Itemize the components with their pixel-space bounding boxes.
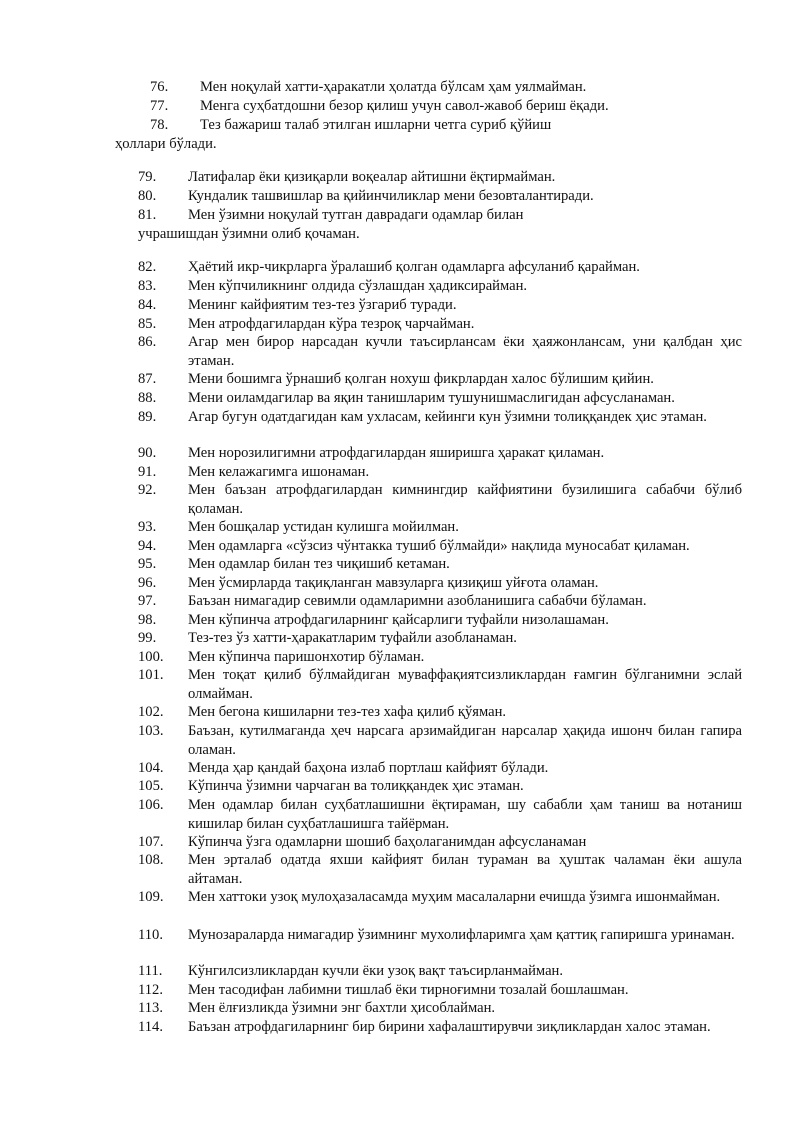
item-number: 106. <box>138 797 164 813</box>
list-item-text: Мен кўпинча атрофдагиларнинг қайсарлиги туфайли низолашаман. <box>188 612 609 628</box>
list-item-continuation: ҳоллари бўлади. <box>115 136 217 152</box>
item-number: 77. <box>150 98 169 114</box>
item-number: 88. <box>138 390 157 406</box>
list-item-text: Мен баъзан атрофдагилардан кимнингдир кайфиятини бузилишига сабабчи бўлиб қоламан. <box>188 482 742 517</box>
item-number: 76. <box>150 79 169 95</box>
item-number: 99. <box>138 630 157 646</box>
item-number: 80. <box>138 188 157 204</box>
list-item-text: Кўнгилсизликлардан кучли ёки узоқ вақт таъсирланмайман. <box>188 963 564 979</box>
list-item <box>138 408 742 427</box>
item-number: 105. <box>138 778 164 794</box>
list-item-text: Ҳаётий икр-чикрларга ўралашиб қолган одамларга афсуланиб қарайман. <box>188 259 640 275</box>
item-number: 103. <box>138 723 164 739</box>
item-number: 96. <box>138 575 157 591</box>
list-item <box>138 833 742 852</box>
list-item-text: Мен кўпчиликнинг олдида сўзлашдан ҳадиксирайман. <box>188 278 528 294</box>
list-item-text: Баъзан, кутилмаганда ҳеч нарсага арзимайдиган нарсалар ҳақида ишонч билан гапира оламан. <box>188 723 742 758</box>
list-item-text: Мен ёлғизликда ўзимни энг бахтли ҳисоблайман. <box>188 1000 496 1016</box>
list-item <box>138 1018 742 1037</box>
list-item-text: Агар бугун одатдагидан кам ухласам, кейинги кун ўзимни толиққандек ҳис этаман. <box>188 409 707 425</box>
item-number: 98. <box>138 612 157 628</box>
item-number: 107. <box>138 834 164 850</box>
list-item <box>138 389 742 408</box>
list-item <box>138 444 742 463</box>
item-number: 104. <box>138 760 164 776</box>
list-item <box>138 574 742 593</box>
list-item <box>138 258 742 277</box>
item-number: 97. <box>138 593 157 609</box>
list-item-text: Мен ўзимни ноқулай тутган даврадаги одамлар билан <box>188 207 524 223</box>
list-item <box>138 481 742 518</box>
list-item-text: Мен бошқалар устидан кулишга мойилман. <box>188 519 459 535</box>
list-item-text: Мен бегона кишиларни тез-тез хафа қилиб қўяман. <box>188 704 507 720</box>
item-number: 85. <box>138 316 157 332</box>
item-number: 109. <box>138 889 164 905</box>
item-number: 114. <box>138 1019 163 1035</box>
list-item-text: Агар мен бирор нарсадан кучли таъсирлансам ёки ҳаяжонлансам, уни қалбдан ҳис этаман. <box>188 334 742 369</box>
list-item-text: Мен хаттоки узоқ мулоҳазаласамда муҳим масалаларни ечишда ўзимга ишонмайман. <box>188 889 721 905</box>
item-number: 86. <box>138 334 157 350</box>
item-number: 91. <box>138 464 157 480</box>
item-number: 95. <box>138 556 157 572</box>
list-item <box>138 796 742 833</box>
list-item <box>138 370 742 389</box>
list-item <box>138 277 742 296</box>
list-item <box>138 555 742 574</box>
list-item-text: Кўпинча ўзимни чарчаган ва толиққандек ҳис этаман. <box>188 778 524 794</box>
list-item <box>138 611 742 630</box>
list-item-text: Менга суҳбатдошни безор қилиш учун савол-жавоб бериш ёқади. <box>200 98 609 114</box>
list-item-text: Мен атрофдагилардан кўра тезроқ чарчайман. <box>188 316 475 332</box>
item-number: 100. <box>138 649 164 665</box>
list-item-text: Мунозараларда нимагадир ўзимнинг мухолифларимга ҳам қаттиқ гапиришга уринаман. <box>188 927 735 943</box>
list-item <box>138 463 742 482</box>
list-item <box>138 666 742 703</box>
list-item <box>138 962 742 981</box>
item-number: 111. <box>138 963 163 979</box>
item-number: 87. <box>138 371 157 387</box>
item-number: 79. <box>138 169 157 185</box>
list-item <box>138 777 742 796</box>
list-item <box>150 116 168 134</box>
list-item-text: Мен эрталаб одатда яхши кайфият билан тураман ва ҳуштак чаламан ёки ашула айтаман. <box>188 852 742 887</box>
list-item <box>150 78 168 96</box>
list-item-text: Баъзан атрофдагиларнинг бир бирини хафалаштирувчи зиқликлардан халос этаман. <box>188 1019 711 1035</box>
item-number: 94. <box>138 538 157 554</box>
list-item <box>138 592 742 611</box>
item-number: 108. <box>138 852 164 868</box>
list-item-text: Мен одамлар билан тез чиқишиб кетаман. <box>188 556 450 572</box>
list-item-text: Мен одамлар билан суҳбатлашишни ёқтираман, шу сабабли ҳам таниш ва нотаниш кишилар билан суҳбатлашишга тайёрман. <box>188 797 742 832</box>
list-item-text: Мени бошимга ўрнашиб қолган нохуш фикрлардан халос бўлишим қийин. <box>188 371 654 387</box>
list-item-text: Кўпинча ўзга одамларни шошиб баҳолаганимдан афсусланаман <box>188 834 587 850</box>
list-item-text: Баъзан нимагадир севимли одамларимни азобланишига сабабчи бўламан. <box>188 593 647 609</box>
item-number: 110. <box>138 927 163 943</box>
item-number: 83. <box>138 278 157 294</box>
list-item <box>138 629 742 648</box>
list-item-text: Тез-тез ўз хатти-ҳаракатларим туфайли азобланаман. <box>188 630 517 646</box>
item-number: 112. <box>138 982 163 998</box>
list-item-text: Мен одамларга «сўзсиз чўнтакка тушиб бўлмайди» нақлида муносабат қиламан. <box>188 538 690 554</box>
list-item <box>138 648 742 667</box>
item-number: 82. <box>138 259 157 275</box>
list-item-text: Мен норозилигимни атрофдагилардан яширишга ҳаракат қиламан. <box>188 445 605 461</box>
list-item-text: Мен келажагимга ишонаман. <box>188 464 370 480</box>
list-item <box>138 537 742 556</box>
list-item <box>138 888 742 907</box>
list-item-text: Менда ҳар қандай баҳона излаб портлаш кайфият бўлади. <box>188 760 549 776</box>
list-item <box>138 296 742 315</box>
item-number: 92. <box>138 482 157 498</box>
list-item <box>138 722 742 759</box>
list-item <box>138 981 742 1000</box>
list-item <box>138 999 742 1018</box>
item-number: 102. <box>138 704 164 720</box>
list-item-text: Менинг кайфиятим тез-тез ўзгариб туради. <box>188 297 457 313</box>
list-item-text: Мен тоқат қилиб бўлмайдиган муваффақиятсизликлардан ғамгин бўлганимни эслай олмайман. <box>188 667 742 702</box>
list-item-text: Кундалик ташвишлар ва қийинчиликлар мени безовталантиради. <box>188 188 594 204</box>
list-item <box>138 926 742 945</box>
list-item-text: Мен ноқулай хатти-ҳаракатли ҳолатда бўлсам ҳам уялмайман. <box>200 79 587 95</box>
list-item-text: Мен кўпинча паришонхотир бўламан. <box>188 649 425 665</box>
list-item-text: Мен тасодифан лабимни тишлаб ёки тирноғимни тозалай бошлашман. <box>188 982 629 998</box>
item-number: 81. <box>138 207 157 223</box>
list-item <box>138 759 742 778</box>
list-item-text: Мени оиламдагилар ва яқин танишларим тушунишмаслигидан афсусланаман. <box>188 390 675 406</box>
list-item <box>138 703 742 722</box>
list-item <box>138 315 742 334</box>
item-number: 93. <box>138 519 157 535</box>
list-item-continuation: учрашишдан ўзимни олиб қочаман. <box>138 226 360 242</box>
list-item-text: Мен ўсмирларда тақиқланган мавзуларга қизиқиш уйғота оламан. <box>188 575 599 591</box>
list-item <box>138 518 742 537</box>
item-number: 84. <box>138 297 157 313</box>
list-item <box>150 97 168 115</box>
item-number: 89. <box>138 409 157 425</box>
list-item <box>138 333 742 370</box>
list-item <box>138 851 742 888</box>
list-item-text: Тез бажариш талаб этилган ишларни четга суриб қўйиш <box>200 117 552 133</box>
list-item-text: Латифалар ёки қизиқарли воқеалар айтишни ёқтирмайман. <box>188 169 556 185</box>
item-number: 90. <box>138 445 157 461</box>
item-number: 101. <box>138 667 164 683</box>
item-number: 78. <box>150 117 169 133</box>
item-number: 113. <box>138 1000 163 1016</box>
